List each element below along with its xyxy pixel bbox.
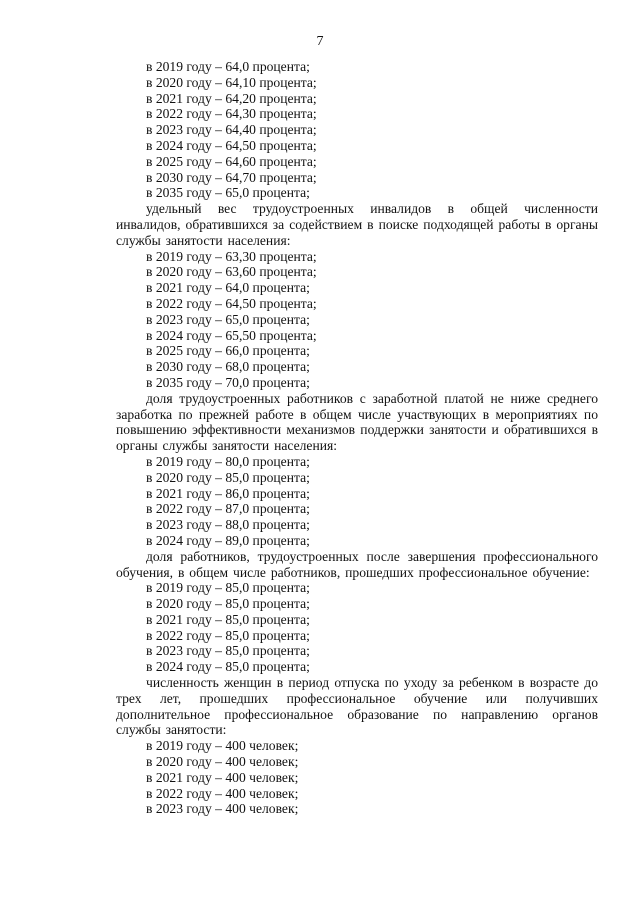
year-value-line: в 2021 году – 85,0 процента;: [146, 611, 310, 627]
year-value-line: в 2023 году – 400 человек;: [146, 801, 299, 817]
year-value-line: в 2023 году – 65,0 процента;: [146, 311, 310, 327]
year-value-line: в 2019 году – 63,30 процента;: [146, 248, 317, 264]
year-value-line: в 2022 году – 85,0 процента;: [146, 627, 310, 643]
year-value-line: в 2022 году – 400 человек;: [146, 785, 299, 801]
year-value-line: в 2021 году – 64,0 процента;: [146, 280, 310, 296]
year-value-line: в 2035 году – 70,0 процента;: [146, 374, 310, 390]
year-value-line: в 2020 году – 85,0 процента;: [146, 596, 310, 612]
year-value-line: в 2019 году – 80,0 процента;: [146, 453, 310, 469]
indicator-description: удельный вес трудоустроенных инвалидов в общей численности инвалидов, обратившихся за содействием в поиске подходящей работы в органы службы занятости населения:: [116, 201, 598, 248]
year-value-line: в 2021 году – 64,20 процента;: [146, 90, 317, 106]
year-value-line: в 2024 году – 85,0 процента;: [146, 659, 310, 675]
year-value-line: в 2020 году – 63,60 процента;: [146, 264, 317, 280]
indicator-description: численность женщин в период отпуска по уходу за ребенком в возрасте до трех лет, прошедших профессиональное обучение или получивших дополнительное профессиональное образование по направлению органов службы занятости:: [116, 675, 598, 738]
year-value-line: в 2024 году – 89,0 процента;: [146, 532, 310, 548]
year-value-line: в 2019 году – 400 человек;: [146, 738, 299, 754]
year-value-line: в 2022 году – 87,0 процента;: [146, 501, 310, 517]
year-value-line: в 2030 году – 68,0 процента;: [146, 359, 310, 375]
year-value-line: в 2020 году – 400 человек;: [146, 754, 299, 770]
document-body: [116, 59, 598, 817]
year-value-line: в 2030 году – 64,70 процента;: [146, 169, 317, 185]
year-value-line: в 2025 году – 64,60 процента;: [146, 153, 317, 169]
year-value-line: в 2019 году – 64,0 процента;: [146, 59, 310, 74]
year-value-line: в 2021 году – 400 человек;: [146, 769, 299, 785]
year-value-line: в 2024 году – 64,50 процента;: [146, 137, 317, 153]
indicator-description: доля работников, трудоустроенных после завершения профессионального обучения, в общем числе работников, прошедших профессиональное обучение:: [116, 548, 598, 580]
indicator-description: доля трудоустроенных работников с заработной платой не ниже среднего заработка по прежней работе в общем числе участвующих в мероприятиях по повышению эффективности механизмов поддержки занятости и обратившихся в органы службы занятости населения:: [116, 390, 598, 454]
year-value-line: в 2023 году – 64,40 процента;: [146, 122, 317, 138]
year-value-line: в 2023 году – 85,0 процента;: [146, 643, 310, 659]
year-value-line: в 2023 году – 88,0 процента;: [146, 517, 310, 533]
year-value-line: в 2022 году – 64,30 процента;: [146, 106, 317, 122]
year-value-line: в 2020 году – 64,10 процента;: [146, 74, 317, 90]
year-value-line: в 2021 году – 86,0 процента;: [146, 485, 310, 501]
year-value-line: в 2024 году – 65,50 процента;: [146, 327, 317, 343]
year-value-line: в 2022 году – 64,50 процента;: [146, 295, 317, 311]
year-value-line: в 2020 году – 85,0 процента;: [146, 469, 310, 485]
page-number: 7: [316, 34, 324, 49]
year-value-line: в 2025 году – 66,0 процента;: [146, 343, 310, 359]
year-value-line: в 2019 году – 85,0 процента;: [146, 580, 310, 596]
year-value-line: в 2035 году – 65,0 процента;: [146, 185, 310, 201]
